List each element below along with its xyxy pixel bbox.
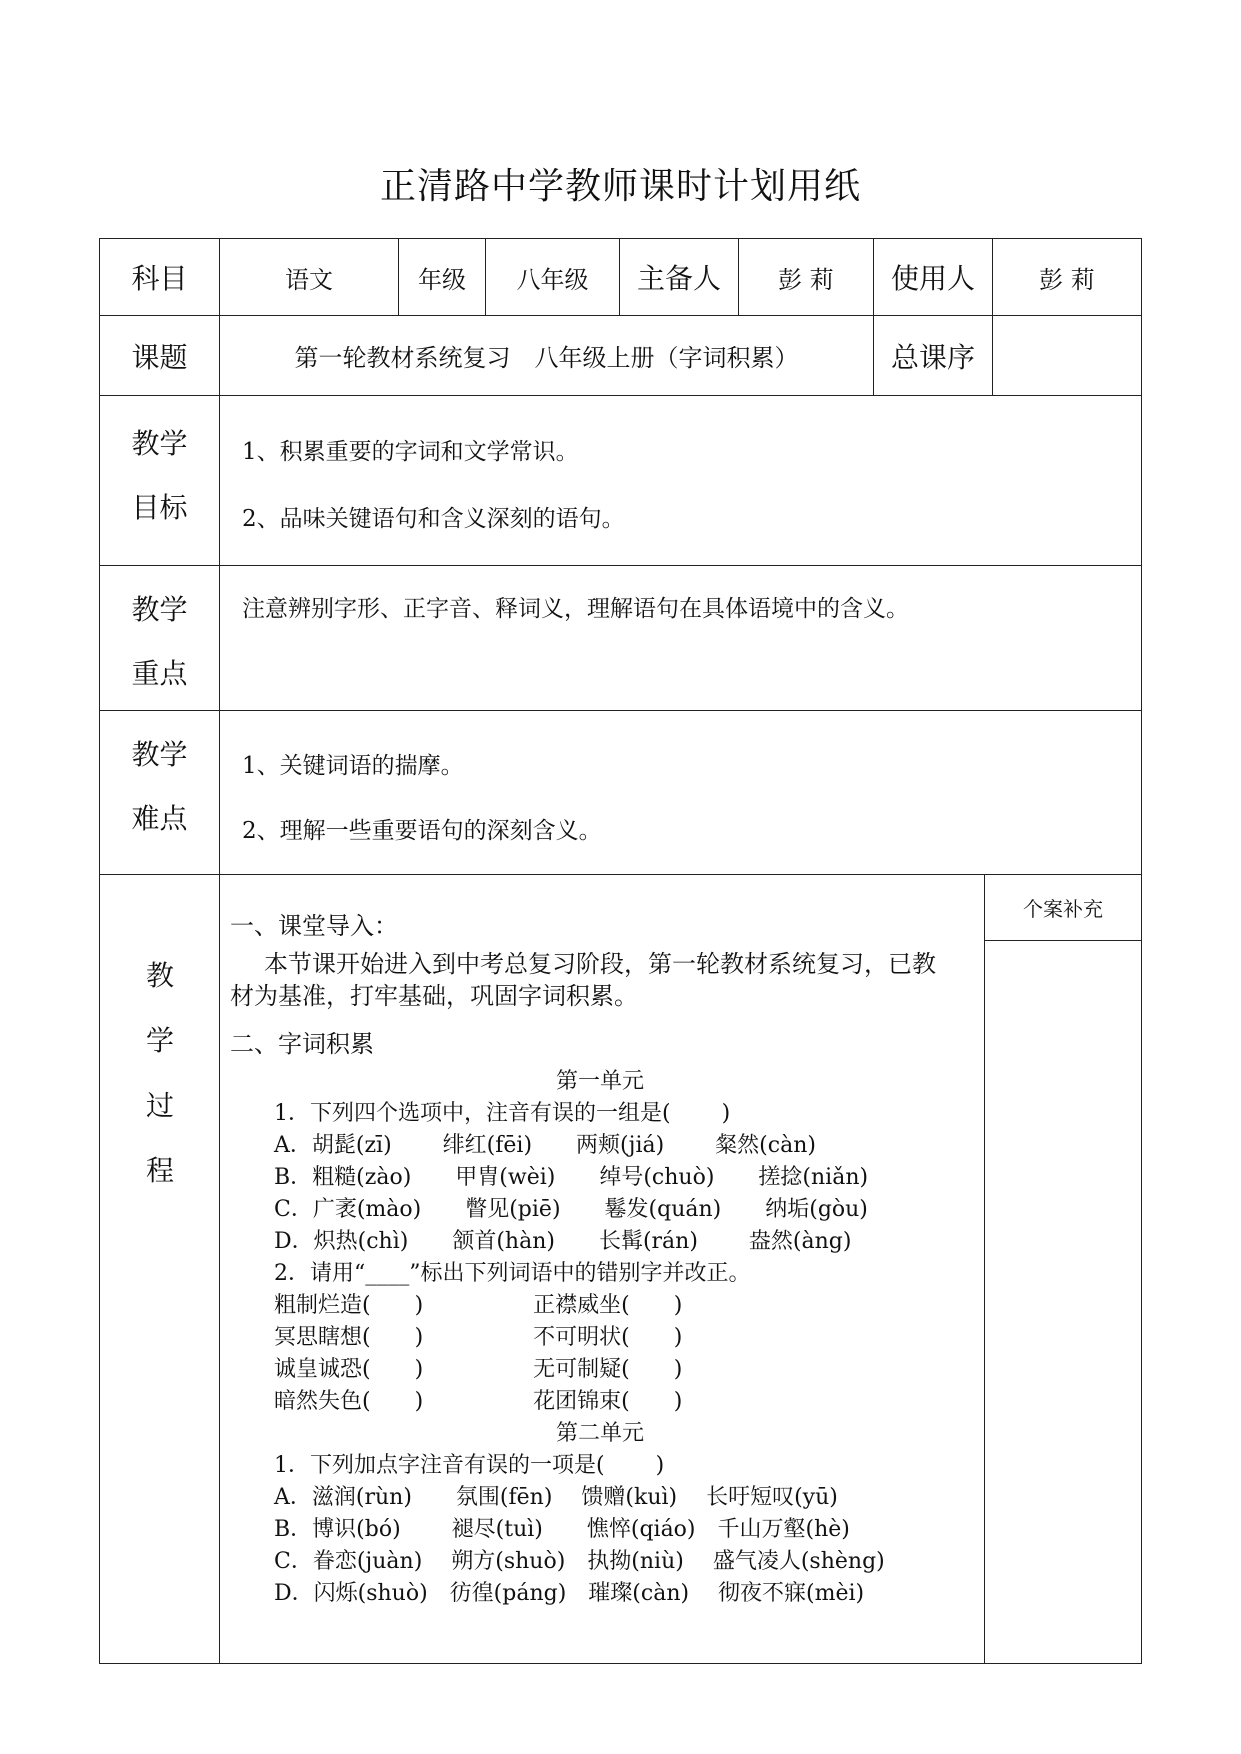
unit-title: 第一单元 [555, 1069, 644, 1094]
preparer-label: 主备人 [619, 238, 739, 316]
process-label-char: 程 [145, 1154, 174, 1187]
page-title: 正清路中学教师课时计划用纸 [379, 166, 861, 207]
difficulties-label-2: 难点 [131, 802, 188, 835]
objectives-label-2: 目标 [131, 491, 188, 524]
key-points-label-cell [99, 565, 220, 711]
key-points-content [219, 565, 1142, 711]
unit-title: 第二单元 [555, 1421, 644, 1446]
key-points-label-1: 教学 [131, 593, 188, 626]
difficulty-item: 2、理解一些重要语句的深刻含义。 [242, 818, 602, 844]
user-label: 使用人 [873, 238, 993, 316]
difficulties-label-1: 教学 [131, 738, 188, 771]
option-line: A．胡髭(zī) 绯红(fēi) 两颊(jiá) 粲然(càn) [274, 1133, 816, 1158]
subject-value: 语文 [219, 238, 399, 316]
total-order-value [992, 315, 1142, 396]
option-line: B．粗糙(zào) 甲胄(wèi) 绰号(chuò) 搓捻(niǎn) [274, 1165, 869, 1190]
difficulties-content [219, 710, 1142, 875]
question: 1．下列四个选项中，注音有误的一组是( ) [274, 1101, 731, 1126]
preparer-value: 彭 莉 [738, 238, 874, 316]
supplement-label: 个案补充 [984, 874, 1142, 941]
process-body [230, 910, 970, 1610]
vocab-heading: 二、字词积累 [230, 1030, 374, 1058]
user-value: 彭 莉 [992, 238, 1142, 316]
question: 1．下列加点字注音有误的一项是( ) [274, 1453, 665, 1478]
option-line: A．滋润(rùn) 氛围(fēn) 馈赠(kuì) 长吁短叹(yū) [274, 1485, 838, 1510]
word-pair-line: 冥思瞎想( ) 不可明状( ) [274, 1325, 683, 1350]
word-pair-line: 暗然失色( ) 花团锦束( ) [274, 1389, 683, 1414]
key-points-label-2: 重点 [131, 657, 188, 690]
objectives-label-1: 教学 [131, 427, 188, 460]
process-label-char: 学 [145, 1024, 174, 1057]
topic-value: 第一轮教材系统复习 八年级上册（字词积累） [219, 315, 874, 396]
total-order-label: 总课序 [873, 315, 993, 396]
difficulty-item: 1、关键词语的揣摩。 [242, 753, 464, 779]
grade-label: 年级 [398, 238, 486, 316]
word-pair-line: 粗制烂造( ) 正襟威坐( ) [274, 1293, 683, 1318]
grade-value: 八年级 [485, 238, 620, 316]
word-pair-line: 诚皇诚恐( ) 无可制疑( ) [274, 1357, 683, 1382]
objectives-content [219, 395, 1142, 566]
option-line: C．眷恋(juàn) 朔方(shuò) 执拗(niù) 盛气凌人(shèng) [274, 1549, 885, 1574]
option-line: D．炽热(chì) 颔首(hàn) 长髯(rán) 盎然(àng) [274, 1229, 852, 1254]
intro-heading: 一、课堂导入： [230, 912, 398, 940]
objectives-label-cell [99, 395, 220, 566]
difficulties-label-cell [99, 710, 220, 875]
intro-line: 本节课开始进入到中考总复习阶段，第一轮教材系统复习，已教 [264, 950, 936, 978]
question: 2．请用“____”标出下列词语中的错别字并改正。 [274, 1261, 751, 1286]
option-line: C．广袤(mào) 瞥见(piē) 鬈发(quán) 纳垢(gòu) [274, 1197, 868, 1222]
process-label-char: 过 [145, 1089, 174, 1122]
process-label-char: 教 [145, 959, 174, 992]
key-points-text: 注意辨别字形、正字音、释词义，理解语句在具体语境中的含义。 [242, 596, 909, 622]
option-line: D．闪烁(shuò) 彷徨(páng) 璀璨(càn) 彻夜不寐(mèi) [274, 1581, 865, 1606]
objective-item: 1、积累重要的字词和文学常识。 [242, 439, 579, 465]
intro-line: 材为基准，打牢基础，巩固字词积累。 [230, 982, 638, 1010]
topic-label: 课题 [99, 315, 220, 396]
objective-item: 2、品味关键语句和含义深刻的语句。 [242, 506, 625, 532]
subject-label: 科目 [99, 238, 220, 316]
option-line: B．博识(bó) 褪尽(tuì) 憔悴(qiáo) 千山万壑(hè) [274, 1517, 850, 1542]
supplement-column [984, 874, 1142, 1664]
